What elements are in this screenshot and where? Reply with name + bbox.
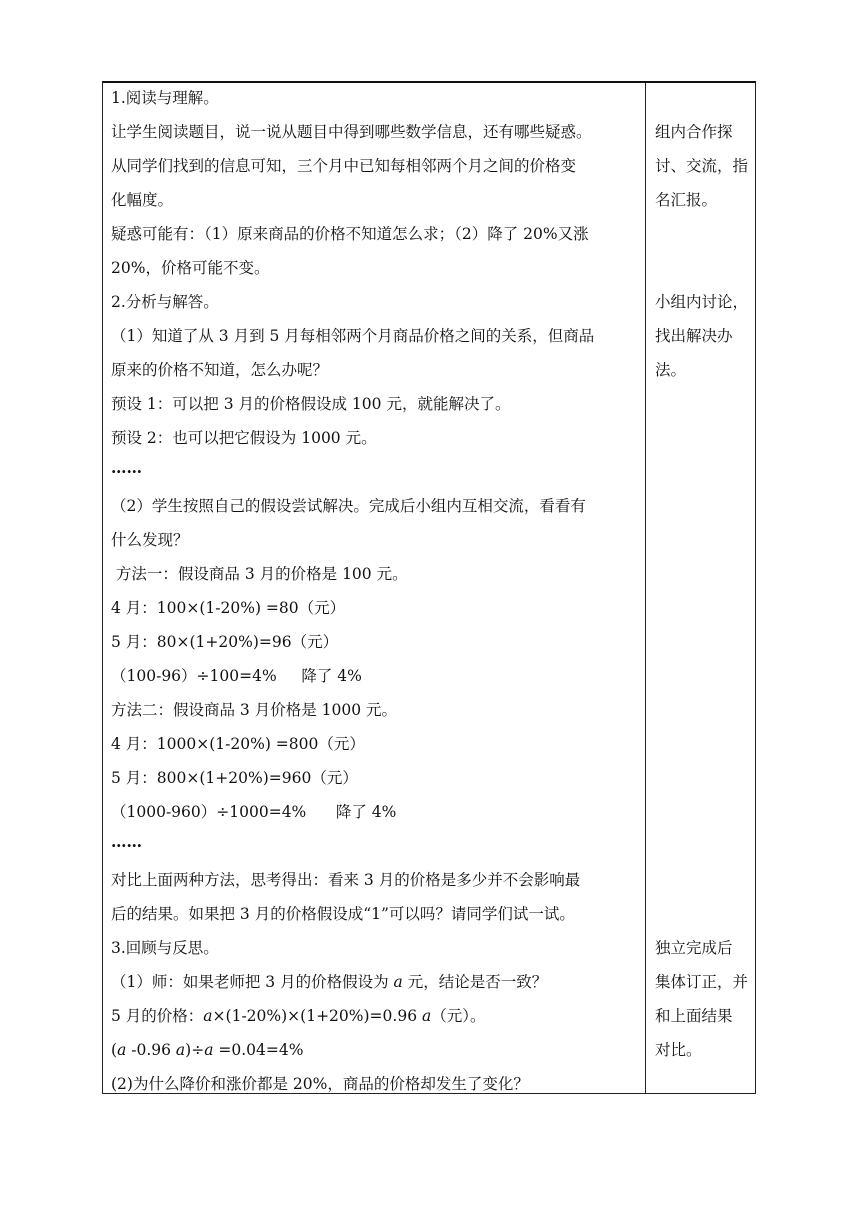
text-line: 预设 1：可以把 3 月的价格假设成 100 元，就能解决了。 — [111, 395, 511, 413]
text-line: 疑惑可能有：（1）原来商品的价格不知道怎么求；（2）降了 20%又涨 — [111, 225, 589, 243]
variable-a: a — [117, 1041, 127, 1059]
text-run: -0.96 — [126, 1041, 176, 1059]
formula-line: （1000-960）÷1000=4% 降了 4% — [111, 803, 397, 821]
text-run: （1）师：如果老师把 3 月的价格假设为 — [111, 973, 394, 991]
text-run: 元，结论是否一致？ — [402, 973, 548, 991]
formula-line: 5 月：80×(1+20%)=96（元） — [111, 633, 339, 651]
variable-a: a — [203, 1007, 213, 1025]
activity-line: 找出解决办 — [655, 327, 733, 345]
text-line — [111, 972, 547, 992]
activity-line: 讨、交流，指 — [655, 157, 749, 175]
activity-line: 集体订正，并 — [655, 973, 749, 991]
activity-line: 小组内讨论， — [655, 293, 749, 311]
text-line: 原来的价格不知道，怎么办呢？ — [111, 361, 329, 379]
activity-line: 组内合作探 — [655, 123, 733, 141]
text-line: 对比上面两种方法，思考得出：看来 3 月的价格是多少并不会影响最 — [111, 871, 581, 889]
text-line: 20%，价格可能不变。 — [111, 259, 270, 277]
step-1-heading: 1.阅读与理解。 — [111, 89, 219, 107]
method-two-heading: 方法二：假设商品 3 月价格是 1000 元。 — [111, 701, 398, 719]
variable-a: a — [204, 1041, 214, 1059]
variable-a: a — [175, 1041, 186, 1059]
text-line: (2)为什么降价和涨价都是 20%，商品的价格却发生了变化？ — [111, 1075, 529, 1093]
text-line: 让学生阅读题目，说一说从题目中得到哪些数学信息，还有哪些疑惑。 — [111, 123, 592, 141]
text-line: 预设 2：也可以把它假设为 1000 元。 — [111, 429, 377, 447]
formula-line: （100-96）÷100=4% 降了 4% — [111, 667, 362, 685]
teaching-process-cell — [103, 83, 646, 1093]
activity-line: 法。 — [655, 361, 687, 379]
formula-line — [111, 1040, 303, 1060]
formula-line: 4 月：100×(1-20%) =80（元） — [111, 599, 346, 617]
activity-line: 独立完成后 — [655, 939, 733, 957]
lesson-table — [102, 81, 756, 1094]
activity-line: 对比。 — [655, 1041, 702, 1059]
ellipsis: …… — [111, 832, 142, 851]
step-2-heading: 2.分析与解答。 — [111, 293, 219, 311]
formula-line: 4 月：1000×(1-20%) =800（元） — [111, 735, 365, 753]
variable-a: a — [393, 973, 403, 991]
student-activity-cell — [646, 83, 755, 1093]
text-line: （1）知道了从 3 月到 5 月每相邻两个月商品价格之间的关系，但商品 — [111, 327, 595, 345]
text-run: ×(1-20%)×(1+20%)=0.96 — [212, 1007, 422, 1025]
ellipsis: …… — [111, 458, 142, 477]
variable-a: a — [422, 1007, 432, 1025]
text-line: 化幅度。 — [111, 191, 174, 209]
formula-line — [111, 1006, 486, 1026]
text-run: ( — [111, 1041, 118, 1059]
activity-line: 名汇报。 — [655, 191, 718, 209]
formula-line: 5 月：800×(1+20%)=960（元） — [111, 769, 358, 787]
text-run: 5 月的价格： — [111, 1007, 204, 1025]
text-run: （元）。 — [431, 1007, 486, 1025]
activity-line: 和上面结果 — [655, 1007, 733, 1025]
text-line: 从同学们找到的信息可知，三个月中已知每相邻两个月之间的价格变 — [111, 157, 577, 175]
text-line: 什么发现？ — [111, 531, 189, 549]
step-3-heading: 3.回顾与反思。 — [111, 939, 219, 957]
method-one-heading: 方法一：假设商品 3 月的价格是 100 元。 — [111, 565, 408, 583]
text-run: )÷ — [185, 1041, 205, 1059]
text-line: 后的结果。如果把 3 月的价格假设成“1”可以吗？请同学们试一试。 — [111, 905, 575, 923]
text-line: （2）学生按照自己的假设尝试解决。完成后小组内互相交流，看看有 — [111, 497, 586, 515]
text-run: =0.04=4% — [213, 1041, 304, 1059]
